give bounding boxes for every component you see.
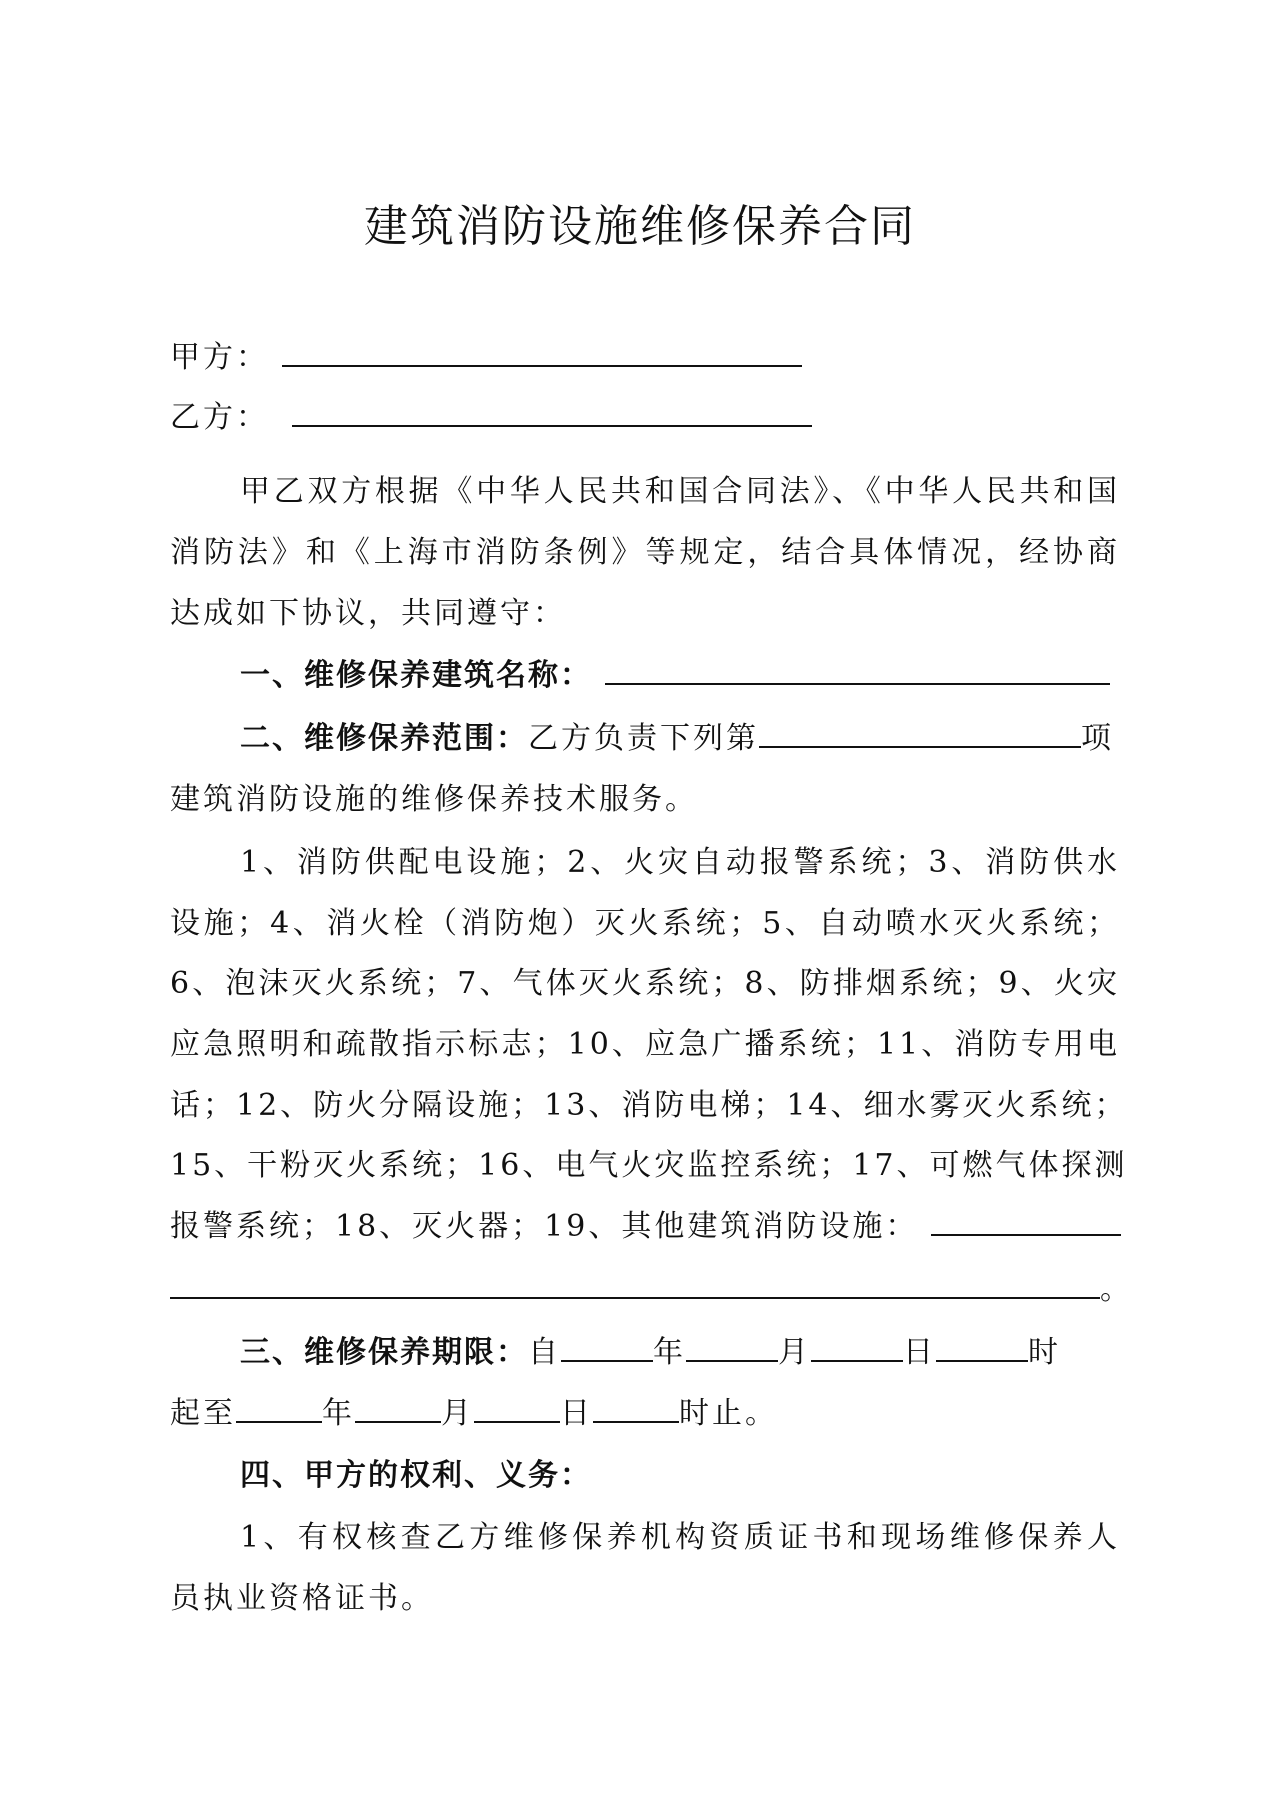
section-3-heading: 三、维修保养期限：: [240, 1335, 528, 1370]
facilities-line-7-text: 报警系统；18、灭火器；19、其他建筑消防设施：: [170, 1209, 919, 1244]
section-1-heading: 一、维修保养建筑名称：: [240, 658, 592, 693]
facilities-end-mark: 。: [1100, 1272, 1133, 1307]
end-day-blank[interactable]: [474, 1395, 560, 1423]
party-a-line: [170, 332, 1120, 376]
end-year-label: 年: [322, 1396, 355, 1431]
facilities-line-6: 15、干粉灭火系统；16、电气火灾监控系统；17、可燃气体探测: [170, 1148, 1128, 1183]
section-3-line: [240, 1327, 1190, 1371]
other-facilities-blank-2[interactable]: [170, 1271, 1100, 1299]
month-label: 月: [778, 1335, 811, 1370]
document-title: 建筑消防设施维修保养合同: [364, 201, 916, 252]
start-day-blank[interactable]: [811, 1334, 903, 1362]
until-label: 起至: [170, 1396, 236, 1431]
end-label: 时止。: [679, 1396, 778, 1431]
section-4-heading: 四、甲方的权利、义务：: [240, 1458, 592, 1493]
other-facilities-blank[interactable]: [931, 1208, 1121, 1236]
start-year-blank[interactable]: [561, 1334, 653, 1362]
section-1-line: [240, 650, 1190, 694]
facilities-line-1: 1、消防供配电设施；2、火灾自动报警系统；3、消防供水: [240, 845, 1120, 880]
preamble-line-1: 甲乙双方根据《中华人民共和国合同法》、《中华人民共和国: [240, 474, 1120, 509]
facilities-line-3: 6、泡沫灭火系统；7、气体灭火系统；8、防排烟系统；9、火灾: [170, 966, 1120, 1001]
end-day-label: 日: [560, 1396, 593, 1431]
preamble-line-3: 达成如下协议，共同遵守：: [170, 596, 566, 631]
section-4-item-1-line-2: 员执业资格证书。: [170, 1581, 434, 1616]
preamble-line-2: 消防法》和《上海市消防条例》等规定，结合具体情况，经协商: [170, 535, 1120, 570]
year-label: 年: [653, 1335, 686, 1370]
facilities-line-8: [170, 1264, 1133, 1308]
section-3-line-2: [170, 1388, 1120, 1432]
facilities-line-5: 话；12、防火分隔设施；13、消防电梯；14、细水雾灭火系统；: [170, 1088, 1128, 1123]
building-name-blank[interactable]: [605, 657, 1110, 685]
end-year-blank[interactable]: [236, 1395, 322, 1423]
section-2-heading: 二、维修保养范围：: [240, 721, 528, 756]
end-hour-blank[interactable]: [593, 1395, 679, 1423]
start-month-blank[interactable]: [686, 1334, 778, 1362]
section-2-text-after: 项: [1081, 721, 1114, 756]
section-2-text-before: 乙方负责下列第: [528, 721, 759, 756]
party-a-label: 甲方：: [170, 340, 269, 375]
day-label: 日: [903, 1335, 936, 1370]
party-a-blank[interactable]: [282, 339, 802, 367]
facilities-line-4: 应急照明和疏散指示标志；10、应急广播系统；11、消防专用电: [170, 1027, 1120, 1062]
end-month-blank[interactable]: [355, 1395, 441, 1423]
from-label: 自: [528, 1335, 561, 1370]
party-b-line: [170, 392, 1120, 436]
hour-label: 时: [1028, 1335, 1061, 1370]
party-b-blank[interactable]: [292, 399, 812, 427]
section-2-line-2: 建筑消防设施的维修保养技术服务。: [170, 782, 698, 817]
facilities-line-2: 设施；4、消火栓（消防炮）灭火系统；5、自动喷水灭火系统；: [170, 906, 1120, 941]
party-b-label: 乙方：: [170, 400, 269, 435]
section-4-item-1-line-1: 1、有权核查乙方维修保养机构资质证书和现场维修保养人: [240, 1520, 1120, 1555]
item-number-blank[interactable]: [759, 720, 1081, 748]
end-month-label: 月: [441, 1396, 474, 1431]
facilities-line-7: [170, 1201, 1120, 1245]
start-hour-blank[interactable]: [936, 1334, 1028, 1362]
section-2-line: [240, 713, 1190, 757]
